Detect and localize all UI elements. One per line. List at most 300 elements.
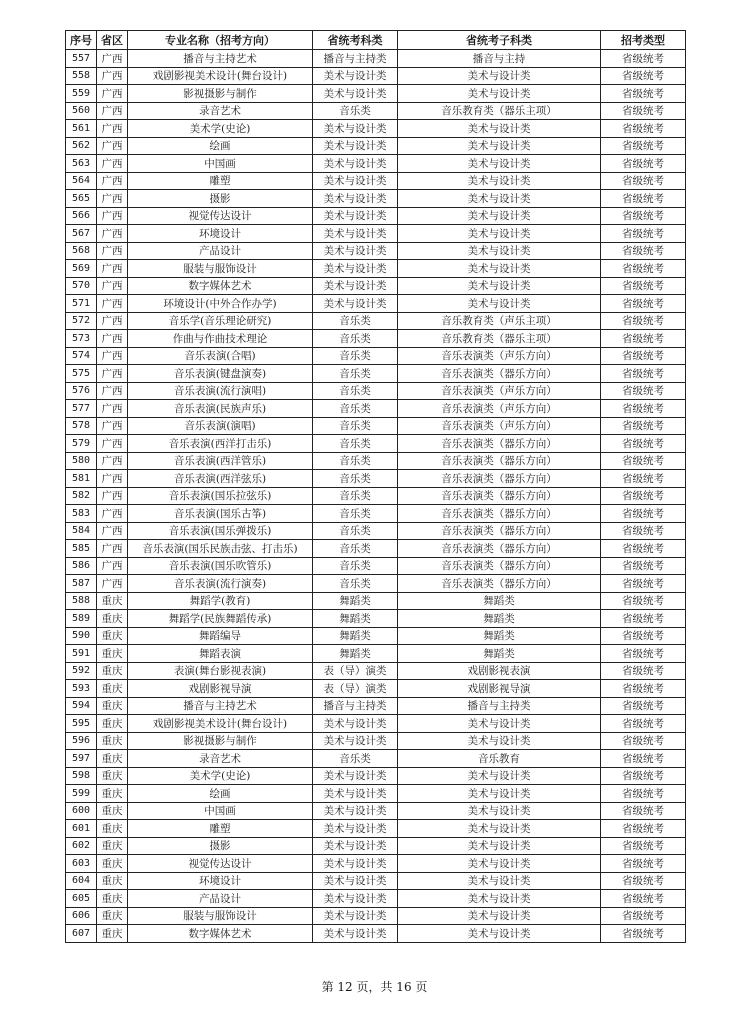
table-row	[66, 505, 686, 523]
cell-serial: 595	[66, 715, 97, 733]
cell-major: 播音与主持艺术	[128, 50, 313, 68]
cell-major: 表演(舞台影视表演)	[128, 662, 313, 680]
cell-serial: 569	[66, 260, 97, 278]
cell-exam-subcategory: 美术与设计类	[398, 837, 601, 855]
cell-serial: 574	[66, 347, 97, 365]
cell-admission-type: 省级统考	[601, 67, 686, 85]
cell-exam-category: 舞蹈类	[313, 627, 398, 645]
cell-admission-type: 省级统考	[601, 102, 686, 120]
cell-major: 作曲与作曲技术理论	[128, 330, 313, 348]
cell-exam-category: 音乐类	[313, 347, 398, 365]
table-row	[66, 312, 686, 330]
cell-exam-category: 美术与设计类	[313, 785, 398, 803]
cell-exam-subcategory: 美术与设计类	[398, 767, 601, 785]
cell-major: 雕塑	[128, 820, 313, 838]
cell-serial: 573	[66, 330, 97, 348]
table-row	[66, 260, 686, 278]
header-province: 省区	[97, 31, 128, 50]
cell-exam-subcategory: 美术与设计类	[398, 785, 601, 803]
cell-province: 广西	[97, 505, 128, 523]
cell-exam-category: 美术与设计类	[313, 715, 398, 733]
table-row	[66, 365, 686, 383]
cell-serial: 568	[66, 242, 97, 260]
cell-major: 环境设计	[128, 872, 313, 890]
cell-serial: 581	[66, 470, 97, 488]
table-row	[66, 85, 686, 103]
cell-exam-subcategory: 音乐表演类（器乐方向）	[398, 435, 601, 453]
cell-province: 重庆	[97, 645, 128, 663]
cell-major: 摄影	[128, 190, 313, 208]
cell-exam-subcategory: 美术与设计类	[398, 907, 601, 925]
cell-exam-subcategory: 舞蹈类	[398, 627, 601, 645]
cell-major: 美术学(史论)	[128, 120, 313, 138]
cell-exam-subcategory: 美术与设计类	[398, 120, 601, 138]
cell-exam-category: 音乐类	[313, 400, 398, 418]
cell-serial: 592	[66, 662, 97, 680]
cell-serial: 590	[66, 627, 97, 645]
cell-serial: 567	[66, 225, 97, 243]
cell-serial: 566	[66, 207, 97, 225]
cell-serial: 604	[66, 872, 97, 890]
cell-province: 广西	[97, 330, 128, 348]
cell-admission-type: 省级统考	[601, 400, 686, 418]
table-row	[66, 522, 686, 540]
cell-exam-category: 美术与设计类	[313, 242, 398, 260]
cell-exam-subcategory: 音乐表演类（器乐方向）	[398, 505, 601, 523]
cell-province: 广西	[97, 207, 128, 225]
cell-admission-type: 省级统考	[601, 837, 686, 855]
cell-province: 广西	[97, 102, 128, 120]
cell-exam-category: 美术与设计类	[313, 872, 398, 890]
header-exam-category: 省统考科类	[313, 31, 398, 50]
cell-exam-subcategory: 音乐表演类（器乐方向）	[398, 487, 601, 505]
cell-serial: 601	[66, 820, 97, 838]
cell-serial: 594	[66, 697, 97, 715]
cell-province: 广西	[97, 487, 128, 505]
table-row	[66, 330, 686, 348]
cell-province: 重庆	[97, 750, 128, 768]
cell-province: 广西	[97, 365, 128, 383]
cell-province: 重庆	[97, 732, 128, 750]
cell-province: 广西	[97, 540, 128, 558]
cell-exam-category: 音乐类	[313, 452, 398, 470]
cell-exam-subcategory: 美术与设计类	[398, 67, 601, 85]
table-body	[66, 50, 686, 943]
cell-exam-subcategory: 舞蹈类	[398, 610, 601, 628]
table-row	[66, 137, 686, 155]
cell-exam-subcategory: 美术与设计类	[398, 260, 601, 278]
cell-major: 录音艺术	[128, 102, 313, 120]
cell-admission-type: 省级统考	[601, 767, 686, 785]
cell-exam-subcategory: 美术与设计类	[398, 137, 601, 155]
cell-admission-type: 省级统考	[601, 662, 686, 680]
cell-province: 重庆	[97, 802, 128, 820]
cell-province: 广西	[97, 85, 128, 103]
cell-serial: 559	[66, 85, 97, 103]
table-row	[66, 295, 686, 313]
cell-serial: 588	[66, 592, 97, 610]
table-row	[66, 662, 686, 680]
cell-exam-category: 音乐类	[313, 382, 398, 400]
cell-exam-subcategory: 播音与主持类	[398, 697, 601, 715]
cell-serial: 606	[66, 907, 97, 925]
table-header-row	[66, 31, 686, 50]
cell-serial: 584	[66, 522, 97, 540]
cell-exam-subcategory: 舞蹈类	[398, 592, 601, 610]
cell-exam-subcategory: 音乐教育类（器乐主项）	[398, 330, 601, 348]
cell-exam-category: 音乐类	[313, 505, 398, 523]
cell-admission-type: 省级统考	[601, 872, 686, 890]
cell-serial: 589	[66, 610, 97, 628]
cell-exam-subcategory: 美术与设计类	[398, 732, 601, 750]
cell-major: 服装与服饰设计	[128, 907, 313, 925]
cell-admission-type: 省级统考	[601, 295, 686, 313]
cell-admission-type: 省级统考	[601, 137, 686, 155]
cell-province: 广西	[97, 522, 128, 540]
cell-exam-category: 音乐类	[313, 522, 398, 540]
cell-exam-category: 舞蹈类	[313, 645, 398, 663]
table-row	[66, 347, 686, 365]
cell-serial: 561	[66, 120, 97, 138]
cell-admission-type: 省级统考	[601, 610, 686, 628]
cell-exam-subcategory: 音乐表演类（声乐方向）	[398, 400, 601, 418]
table-row	[66, 802, 686, 820]
cell-exam-category: 美术与设计类	[313, 85, 398, 103]
cell-major: 音乐表演(西洋打击乐)	[128, 435, 313, 453]
cell-serial: 576	[66, 382, 97, 400]
cell-major: 戏剧影视美术设计(舞台设计)	[128, 67, 313, 85]
cell-admission-type: 省级统考	[601, 557, 686, 575]
cell-admission-type: 省级统考	[601, 120, 686, 138]
cell-exam-subcategory: 音乐表演类（器乐方向）	[398, 575, 601, 593]
cell-admission-type: 省级统考	[601, 225, 686, 243]
cell-exam-category: 音乐类	[313, 540, 398, 558]
cell-admission-type: 省级统考	[601, 627, 686, 645]
cell-major: 音乐学(音乐理论研究)	[128, 312, 313, 330]
cell-exam-category: 美术与设计类	[313, 855, 398, 873]
cell-major: 影视摄影与制作	[128, 732, 313, 750]
cell-exam-subcategory: 美术与设计类	[398, 855, 601, 873]
cell-major: 舞蹈编导	[128, 627, 313, 645]
cell-major: 音乐表演(西洋弦乐)	[128, 470, 313, 488]
table-row	[66, 155, 686, 173]
cell-major: 录音艺术	[128, 750, 313, 768]
cell-major: 中国画	[128, 155, 313, 173]
table-row	[66, 785, 686, 803]
cell-province: 广西	[97, 435, 128, 453]
cell-province: 重庆	[97, 872, 128, 890]
cell-admission-type: 省级统考	[601, 417, 686, 435]
table-row	[66, 837, 686, 855]
cell-province: 重庆	[97, 925, 128, 943]
cell-major: 音乐表演(合唱)	[128, 347, 313, 365]
cell-major: 音乐表演(键盘演奏)	[128, 365, 313, 383]
cell-exam-category: 美术与设计类	[313, 907, 398, 925]
cell-exam-subcategory: 音乐教育	[398, 750, 601, 768]
table-row	[66, 715, 686, 733]
cell-admission-type: 省级统考	[601, 155, 686, 173]
cell-province: 广西	[97, 575, 128, 593]
cell-serial: 603	[66, 855, 97, 873]
cell-major: 播音与主持艺术	[128, 697, 313, 715]
cell-exam-subcategory: 音乐表演类（器乐方向）	[398, 540, 601, 558]
cell-exam-category: 美术与设计类	[313, 120, 398, 138]
table-row	[66, 592, 686, 610]
cell-exam-subcategory: 美术与设计类	[398, 207, 601, 225]
cell-major: 数字媒体艺术	[128, 277, 313, 295]
header-serial: 序号	[66, 31, 97, 50]
cell-major: 舞蹈学(民族舞蹈传承)	[128, 610, 313, 628]
cell-exam-subcategory: 美术与设计类	[398, 155, 601, 173]
table-row	[66, 890, 686, 908]
cell-province: 重庆	[97, 907, 128, 925]
cell-major: 音乐表演(国乐民族击弦、打击乐)	[128, 540, 313, 558]
cell-province: 广西	[97, 277, 128, 295]
cell-serial: 578	[66, 417, 97, 435]
cell-exam-category: 音乐类	[313, 330, 398, 348]
cell-province: 重庆	[97, 855, 128, 873]
cell-exam-subcategory: 音乐表演类（声乐方向）	[398, 347, 601, 365]
cell-admission-type: 省级统考	[601, 680, 686, 698]
cell-major: 影视摄影与制作	[128, 85, 313, 103]
table-row	[66, 610, 686, 628]
cell-province: 重庆	[97, 610, 128, 628]
cell-exam-subcategory: 音乐表演类（器乐方向）	[398, 522, 601, 540]
cell-major: 绘画	[128, 785, 313, 803]
cell-exam-category: 美术与设计类	[313, 767, 398, 785]
cell-major: 中国画	[128, 802, 313, 820]
cell-major: 音乐表演(民族声乐)	[128, 400, 313, 418]
cell-major: 音乐表演(演唱)	[128, 417, 313, 435]
cell-serial: 583	[66, 505, 97, 523]
cell-serial: 599	[66, 785, 97, 803]
cell-serial: 558	[66, 67, 97, 85]
table-row	[66, 417, 686, 435]
header-major: 专业名称（招考方向）	[128, 31, 313, 50]
cell-admission-type: 省级统考	[601, 697, 686, 715]
cell-major: 音乐表演(流行演唱)	[128, 382, 313, 400]
table-row	[66, 732, 686, 750]
cell-province: 重庆	[97, 715, 128, 733]
cell-serial: 605	[66, 890, 97, 908]
cell-exam-subcategory: 美术与设计类	[398, 872, 601, 890]
cell-exam-category: 美术与设计类	[313, 225, 398, 243]
cell-exam-category: 播音与主持类	[313, 697, 398, 715]
cell-exam-subcategory: 美术与设计类	[398, 172, 601, 190]
cell-exam-subcategory: 美术与设计类	[398, 85, 601, 103]
cell-admission-type: 省级统考	[601, 802, 686, 820]
cell-exam-subcategory: 音乐表演类（声乐方向）	[398, 382, 601, 400]
cell-province: 重庆	[97, 662, 128, 680]
cell-exam-subcategory: 戏剧影视导演	[398, 680, 601, 698]
cell-serial: 587	[66, 575, 97, 593]
cell-serial: 562	[66, 137, 97, 155]
cell-exam-category: 音乐类	[313, 435, 398, 453]
cell-admission-type: 省级统考	[601, 172, 686, 190]
cell-serial: 607	[66, 925, 97, 943]
cell-serial: 572	[66, 312, 97, 330]
table-row	[66, 557, 686, 575]
cell-serial: 591	[66, 645, 97, 663]
cell-exam-subcategory: 美术与设计类	[398, 802, 601, 820]
cell-major: 产品设计	[128, 242, 313, 260]
cell-exam-subcategory: 播音与主持	[398, 50, 601, 68]
cell-admission-type: 省级统考	[601, 645, 686, 663]
cell-exam-category: 音乐类	[313, 750, 398, 768]
table-row	[66, 50, 686, 68]
cell-province: 重庆	[97, 837, 128, 855]
table-row	[66, 470, 686, 488]
cell-exam-subcategory: 美术与设计类	[398, 277, 601, 295]
cell-admission-type: 省级统考	[601, 435, 686, 453]
cell-major: 音乐表演(国乐吹管乐)	[128, 557, 313, 575]
cell-major: 舞蹈表演	[128, 645, 313, 663]
table-row	[66, 680, 686, 698]
cell-province: 广西	[97, 67, 128, 85]
cell-exam-category: 美术与设计类	[313, 295, 398, 313]
cell-major: 服装与服饰设计	[128, 260, 313, 278]
cell-province: 广西	[97, 155, 128, 173]
cell-province: 广西	[97, 137, 128, 155]
cell-exam-subcategory: 美术与设计类	[398, 925, 601, 943]
cell-serial: 563	[66, 155, 97, 173]
cell-exam-category: 美术与设计类	[313, 732, 398, 750]
cell-serial: 593	[66, 680, 97, 698]
table-row	[66, 750, 686, 768]
cell-exam-category: 美术与设计类	[313, 137, 398, 155]
cell-serial: 570	[66, 277, 97, 295]
cell-province: 重庆	[97, 592, 128, 610]
cell-province: 广西	[97, 470, 128, 488]
table-row	[66, 102, 686, 120]
cell-admission-type: 省级统考	[601, 452, 686, 470]
cell-serial: 585	[66, 540, 97, 558]
cell-exam-category: 美术与设计类	[313, 67, 398, 85]
table-row	[66, 820, 686, 838]
cell-province: 重庆	[97, 767, 128, 785]
cell-exam-category: 美术与设计类	[313, 802, 398, 820]
cell-exam-category: 美术与设计类	[313, 155, 398, 173]
cell-province: 重庆	[97, 890, 128, 908]
cell-major: 视觉传达设计	[128, 855, 313, 873]
table-row	[66, 452, 686, 470]
cell-admission-type: 省级统考	[601, 260, 686, 278]
cell-exam-subcategory: 音乐表演类（器乐方向）	[398, 452, 601, 470]
cell-admission-type: 省级统考	[601, 347, 686, 365]
header-exam-subcategory: 省统考子科类	[398, 31, 601, 50]
cell-province: 重庆	[97, 627, 128, 645]
table-row	[66, 575, 686, 593]
cell-province: 重庆	[97, 785, 128, 803]
cell-exam-subcategory: 音乐教育类（声乐主项）	[398, 312, 601, 330]
table-row	[66, 697, 686, 715]
cell-admission-type: 省级统考	[601, 330, 686, 348]
cell-province: 广西	[97, 120, 128, 138]
cell-province: 重庆	[97, 697, 128, 715]
cell-admission-type: 省级统考	[601, 592, 686, 610]
cell-exam-subcategory: 音乐表演类（声乐方向）	[398, 417, 601, 435]
table-row	[66, 645, 686, 663]
cell-admission-type: 省级统考	[601, 925, 686, 943]
cell-province: 广西	[97, 382, 128, 400]
cell-exam-subcategory: 美术与设计类	[398, 242, 601, 260]
cell-admission-type: 省级统考	[601, 785, 686, 803]
cell-admission-type: 省级统考	[601, 855, 686, 873]
cell-admission-type: 省级统考	[601, 522, 686, 540]
cell-major: 音乐表演(流行演奏)	[128, 575, 313, 593]
table-row	[66, 382, 686, 400]
header-admission-type: 招考类型	[601, 31, 686, 50]
cell-serial: 598	[66, 767, 97, 785]
cell-exam-category: 音乐类	[313, 102, 398, 120]
table-row	[66, 872, 686, 890]
cell-admission-type: 省级统考	[601, 85, 686, 103]
cell-province: 广西	[97, 400, 128, 418]
table-row	[66, 277, 686, 295]
cell-province: 广西	[97, 242, 128, 260]
cell-major: 摄影	[128, 837, 313, 855]
table-row	[66, 907, 686, 925]
cell-province: 重庆	[97, 820, 128, 838]
cell-admission-type: 省级统考	[601, 312, 686, 330]
cell-admission-type: 省级统考	[601, 207, 686, 225]
cell-major: 音乐表演(国乐拉弦乐)	[128, 487, 313, 505]
cell-exam-category: 美术与设计类	[313, 260, 398, 278]
cell-admission-type: 省级统考	[601, 540, 686, 558]
cell-major: 绘画	[128, 137, 313, 155]
cell-province: 广西	[97, 417, 128, 435]
cell-major: 音乐表演(国乐弹拨乐)	[128, 522, 313, 540]
cell-exam-subcategory: 音乐表演类（器乐方向）	[398, 365, 601, 383]
cell-exam-category: 舞蹈类	[313, 592, 398, 610]
cell-serial: 582	[66, 487, 97, 505]
cell-serial: 597	[66, 750, 97, 768]
cell-admission-type: 省级统考	[601, 242, 686, 260]
cell-serial: 600	[66, 802, 97, 820]
cell-exam-subcategory: 音乐表演类（器乐方向）	[398, 470, 601, 488]
cell-major: 产品设计	[128, 890, 313, 908]
cell-exam-subcategory: 美术与设计类	[398, 820, 601, 838]
table-row	[66, 855, 686, 873]
table-row	[66, 225, 686, 243]
admissions-table	[65, 30, 686, 943]
cell-major: 舞蹈学(教育)	[128, 592, 313, 610]
cell-admission-type: 省级统考	[601, 190, 686, 208]
table-row	[66, 207, 686, 225]
cell-major: 戏剧影视美术设计(舞台设计)	[128, 715, 313, 733]
cell-admission-type: 省级统考	[601, 470, 686, 488]
table-row	[66, 172, 686, 190]
cell-province: 广西	[97, 557, 128, 575]
cell-exam-category: 播音与主持类	[313, 50, 398, 68]
page-footer: 第 12 页，共 16 页	[321, 980, 428, 994]
table-row	[66, 190, 686, 208]
cell-exam-subcategory: 美术与设计类	[398, 715, 601, 733]
cell-exam-category: 美术与设计类	[313, 925, 398, 943]
cell-exam-category: 音乐类	[313, 557, 398, 575]
cell-serial: 564	[66, 172, 97, 190]
cell-exam-subcategory: 舞蹈类	[398, 645, 601, 663]
cell-exam-category: 表（导）演类	[313, 680, 398, 698]
cell-serial: 575	[66, 365, 97, 383]
cell-exam-subcategory: 音乐教育类（器乐主项）	[398, 102, 601, 120]
cell-exam-category: 美术与设计类	[313, 207, 398, 225]
cell-exam-category: 音乐类	[313, 312, 398, 330]
cell-province: 广西	[97, 190, 128, 208]
cell-serial: 596	[66, 732, 97, 750]
cell-exam-category: 美术与设计类	[313, 890, 398, 908]
cell-exam-category: 美术与设计类	[313, 837, 398, 855]
